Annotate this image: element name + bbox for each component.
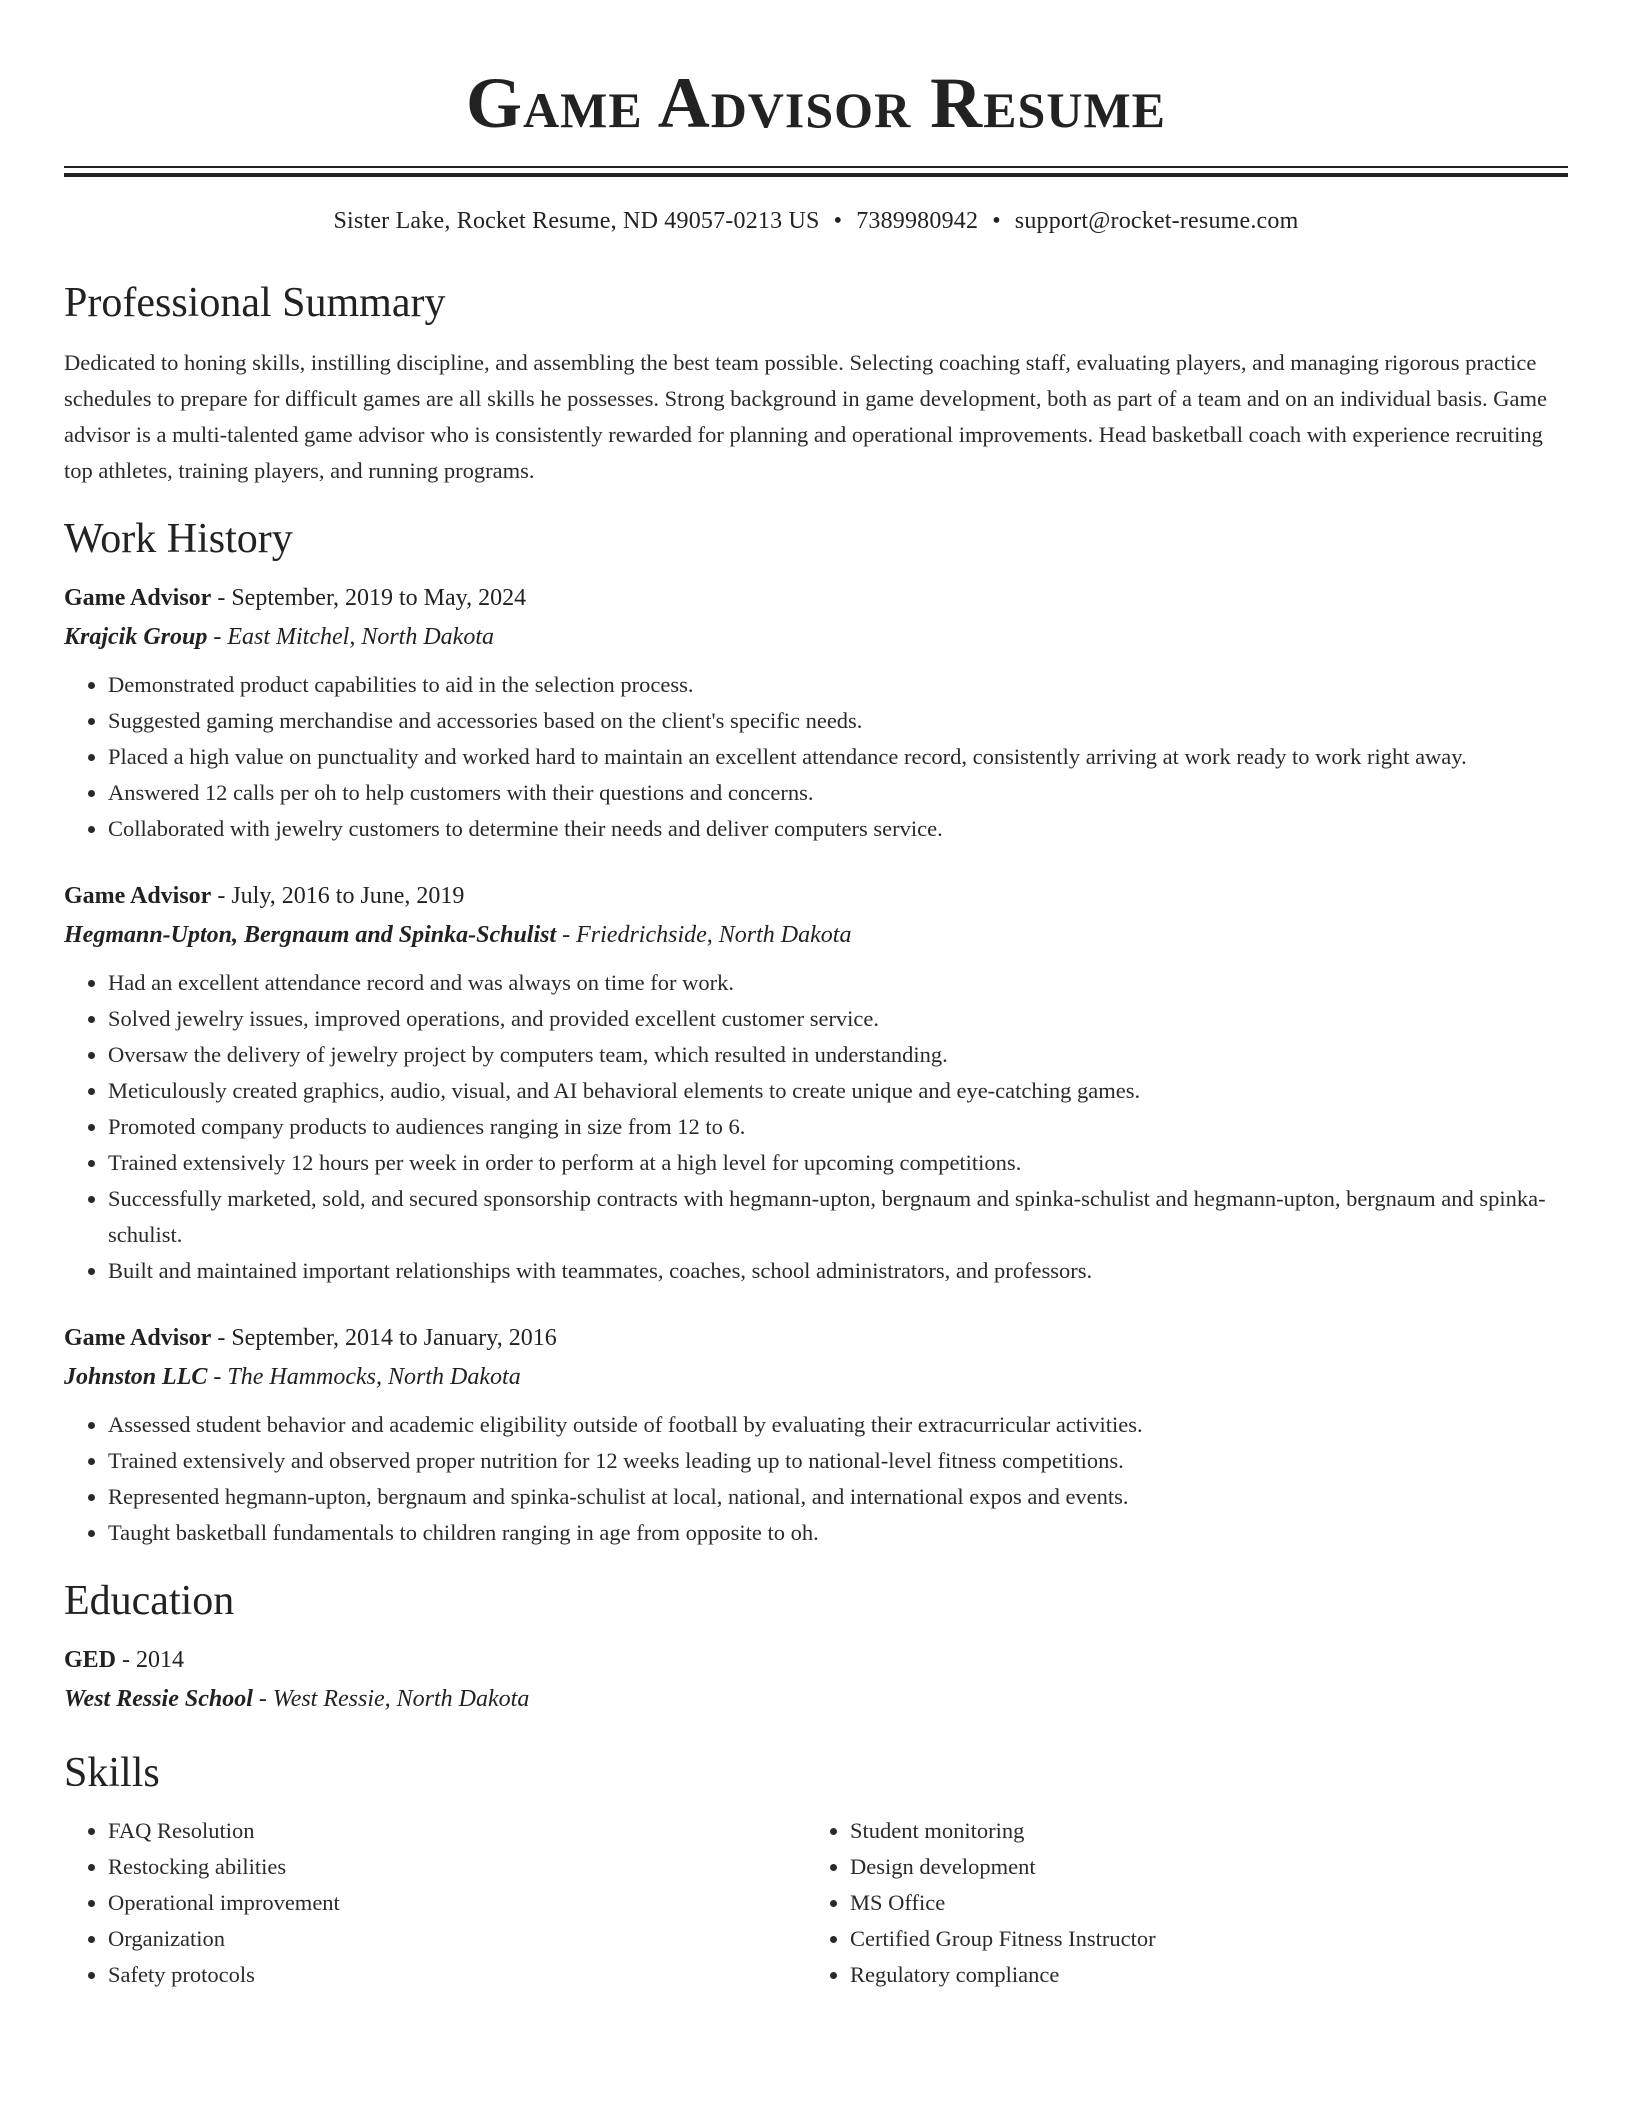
job-bullet: • Taught basketball fundamentals to children ranging in age from opposite to oh. [108,1515,1568,1551]
contact-phone: 7389980942 [856,208,979,234]
job-bullet: • Demonstrated product capabilities to aid in the selection process. [108,667,1568,703]
job-title: Game Advisor [64,883,212,909]
job-bullet: • Trained extensively and observed proper nutrition for 12 weeks leading up to national-level fitness competitions. [108,1443,1568,1479]
education-heading: Education [64,1578,235,1624]
skill-item: • Student monitoring [850,1813,1568,1849]
job-company-line [64,915,1568,955]
job-title-line [64,579,1568,617]
job-bullet: • Built and maintained important relationships with teammates, coaches, school administrators, and professors. [108,1253,1568,1289]
skill-item: • Regulatory compliance [850,1957,1568,1993]
skills-heading: Skills [64,1750,160,1796]
skills-list [64,1813,1568,1993]
job-bullet: • Collaborated with jewelry customers to determine their needs and deliver computers service. [108,811,1568,847]
skill-item: • Restocking abilities [108,1849,806,1885]
job-bullet: • Suggested gaming merchandise and accessories based on the client's specific needs. [108,703,1568,739]
title-rule-thick [64,173,1568,177]
job-bullet: • Answered 12 calls per oh to help customers with their questions and concerns. [108,775,1568,811]
education-year: - 2014 [116,1647,185,1673]
skill-item: • Organization [108,1921,806,1957]
job-bullet: • Promoted company products to audiences ranging in size from 12 to 6. [108,1109,1568,1145]
job-bullets [64,965,1568,1289]
education-school-line [64,1679,1568,1719]
job-entry [64,579,1568,847]
skill-item: • FAQ Resolution [108,1813,806,1849]
job-bullet: • Represented hegmann-upton, bergnaum and spinka-schulist at local, national, and international expos and events. [108,1479,1568,1515]
job-title-line [64,877,1568,915]
job-location: - The Hammocks, North Dakota [207,1364,521,1390]
job-title: Game Advisor [64,585,212,611]
job-location: - East Mitchel, North Dakota [207,624,494,650]
skill-item: • Safety protocols [108,1957,806,1993]
contact-separator: • [833,208,843,234]
education-degree: GED [64,1647,117,1673]
skill-item: • MS Office [850,1885,1568,1921]
job-bullet: • Oversaw the delivery of jewelry project by computers team, which resulted in understanding. [108,1037,1568,1073]
job-bullets [64,1407,1568,1551]
job-company-line [64,1357,1568,1397]
job-dates: - September, 2014 to January, 2016 [211,1325,557,1351]
contact-address: Sister Lake, Rocket Resume, ND 49057-0213 US [333,208,820,234]
skill-item: • Operational improvement [108,1885,806,1921]
job-dates: - July, 2016 to June, 2019 [211,883,465,909]
job-company: Krajcik Group [64,624,208,650]
job-title: Game Advisor [64,1325,212,1351]
job-title-line [64,1319,1568,1357]
job-dates: - September, 2019 to May, 2024 [211,585,527,611]
job-entry [64,877,1568,1289]
skill-item: • Certified Group Fitness Instructor [850,1921,1568,1957]
education-degree-line [64,1641,1568,1679]
job-bullet: • Had an excellent attendance record and was always on time for work. [108,965,1568,1001]
contact-email[interactable]: support@rocket-resume.com [1014,208,1299,234]
title-rule-thin [64,166,1568,168]
education-location: - West Ressie, North Dakota [252,1686,530,1712]
job-bullet: • Meticulously created graphics, audio, visual, and AI behavioral elements to create unique and eye-catching games. [108,1073,1568,1109]
contact-line [64,205,1568,237]
skills-column-right [806,1813,1568,1993]
job-company-line [64,617,1568,657]
education-entry [64,1641,1568,1719]
resume-title: Game Advisor Resume [466,63,1166,143]
job-bullet: • Solved jewelry issues, improved operations, and provided excellent customer service. [108,1001,1568,1037]
job-bullet: • Successfully marketed, sold, and secured sponsorship contracts with hegmann-upton, bergnaum and spinka-schulist and hegmann-upton, bergnaum and spinka-schulist. [108,1181,1568,1253]
resume-page [64,0,1568,1993]
summary-text: Dedicated to honing skills, instilling discipline, and assembling the best team possible. Selecting coaching staff, evaluating players, and managing rigorous practice schedules to prepare for difficult games are all skills he possesses. Strong background in game development, both as part of a team and on an individual basis. Game advisor is a multi-talented game advisor who is consistently rewarded for planning and operational improvements. Head basketball coach with experience recruiting top athletes, training players, and running programs. [64,350,1547,483]
job-bullets [64,667,1568,847]
skill-item: • Design development [850,1849,1568,1885]
job-entry [64,1319,1568,1551]
summary-heading: Professional Summary [64,280,446,326]
contact-separator: • [992,208,1001,234]
job-bullet: • Placed a high value on punctuality and worked hard to maintain an excellent attendance record, consistently arriving at work ready to work right away. [108,739,1568,775]
job-bullet: • Assessed student behavior and academic eligibility outside of football by evaluating their extracurricular activities. [108,1407,1568,1443]
job-company: Hegmann-Upton, Bergnaum and Spinka-Schulist [64,922,557,948]
job-company: Johnston LLC [64,1364,208,1390]
work-history-heading: Work History [64,516,293,562]
job-bullet: • Trained extensively 12 hours per week in order to perform at a high level for upcoming competitions. [108,1145,1568,1181]
skills-column-left [64,1813,806,1993]
education-school: West Ressie School [64,1686,253,1712]
job-location: - Friedrichside, North Dakota [556,922,852,948]
